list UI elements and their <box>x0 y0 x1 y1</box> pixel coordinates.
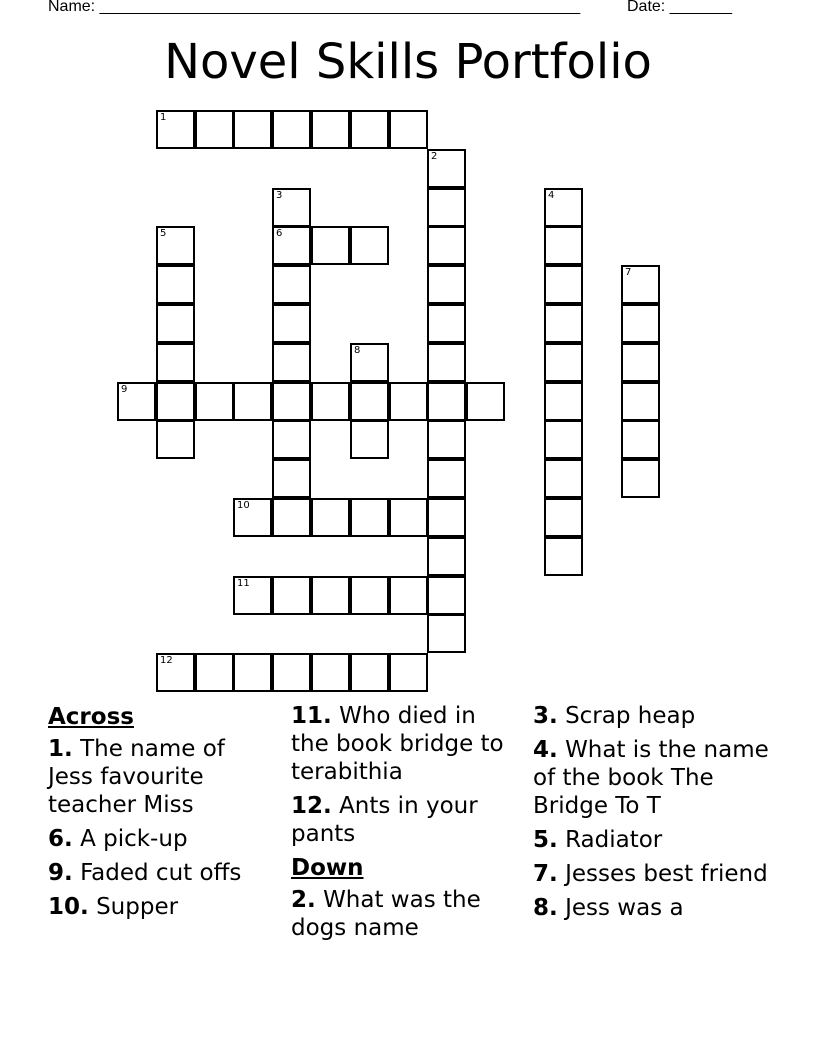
clue-text: Jess was a <box>565 895 684 921</box>
grid-cell[interactable] <box>427 537 466 576</box>
grid-cell[interactable] <box>195 653 234 692</box>
across-heading: Across <box>48 704 134 730</box>
grid-cell[interactable] <box>350 653 389 692</box>
clue-across-12 <box>291 792 519 848</box>
grid-cell[interactable] <box>427 420 466 459</box>
clue-text: Ants in your pants <box>291 793 478 847</box>
clue-number: 8. <box>533 895 558 921</box>
grid-cell[interactable] <box>350 226 389 265</box>
page-title: Novel Skills Portfolio <box>164 34 652 90</box>
grid-cell[interactable] <box>195 382 234 421</box>
grid-cell[interactable] <box>389 110 428 149</box>
clue-number: 4. <box>533 737 558 763</box>
grid-cell[interactable] <box>544 265 583 304</box>
cell-number: 8 <box>354 345 361 356</box>
grid-cell[interactable] <box>544 343 583 382</box>
grid-cell[interactable] <box>233 382 272 421</box>
grid-cell[interactable] <box>272 304 311 343</box>
clue-text: Jesses best friend <box>565 861 768 887</box>
grid-cell[interactable] <box>156 382 195 421</box>
grid-cell[interactable] <box>156 265 195 304</box>
grid-cell[interactable] <box>389 498 428 537</box>
clue-text: Radiator <box>565 827 663 853</box>
clues-column-3 <box>533 702 783 928</box>
grid-cell[interactable] <box>427 188 466 227</box>
grid-cell[interactable] <box>544 188 583 227</box>
cell-number: 5 <box>160 228 167 239</box>
grid-cell[interactable] <box>272 420 311 459</box>
cell-number: 6 <box>276 228 283 239</box>
grid-cell[interactable] <box>427 614 466 653</box>
clue-down-3 <box>533 702 783 730</box>
grid-cell[interactable] <box>233 110 272 149</box>
clue-text: The name of Jess favourite teacher Miss <box>48 736 225 818</box>
clues-column-2 <box>291 702 519 948</box>
grid-cell[interactable] <box>272 576 311 615</box>
grid-cell[interactable] <box>544 420 583 459</box>
clue-text: A pick-up <box>80 826 188 852</box>
clue-across-6 <box>48 825 276 853</box>
clue-text: What was the dogs name <box>291 887 481 941</box>
grid-cell[interactable] <box>427 459 466 498</box>
grid-cell[interactable] <box>311 576 350 615</box>
clues-column-1 <box>48 702 276 927</box>
name-field-label: Name: ______________________________________________________ <box>48 0 581 15</box>
grid-cell[interactable] <box>272 343 311 382</box>
grid-cell[interactable] <box>389 653 428 692</box>
grid-cell[interactable] <box>311 498 350 537</box>
cell-number: 12 <box>160 655 173 666</box>
cell-number: 10 <box>237 500 250 511</box>
grid-cell[interactable] <box>427 265 466 304</box>
grid-cell[interactable] <box>156 420 195 459</box>
clue-text: What is the name of the book The Bridge To T <box>533 737 769 819</box>
clue-number: 5. <box>533 827 558 853</box>
grid-cell[interactable] <box>427 382 466 421</box>
clue-number: 7. <box>533 861 558 887</box>
cell-number: 2 <box>431 151 438 162</box>
grid-cell[interactable] <box>272 226 311 265</box>
cell-number: 11 <box>237 578 250 589</box>
grid-cell[interactable] <box>621 343 660 382</box>
grid-cell[interactable] <box>544 304 583 343</box>
clue-across-9 <box>48 859 276 887</box>
grid-cell[interactable] <box>544 498 583 537</box>
grid-cell[interactable] <box>156 653 195 692</box>
grid-cell[interactable] <box>311 226 350 265</box>
grid-cell[interactable] <box>350 343 389 382</box>
grid-cell[interactable] <box>544 382 583 421</box>
grid-cell[interactable] <box>544 459 583 498</box>
grid-cell[interactable] <box>156 226 195 265</box>
clue-text: Scrap heap <box>565 703 696 729</box>
grid-cell[interactable] <box>195 110 234 149</box>
clue-number: 3. <box>533 703 558 729</box>
grid-cell[interactable] <box>350 420 389 459</box>
grid-cell[interactable] <box>117 382 156 421</box>
grid-cell[interactable] <box>427 304 466 343</box>
grid-cell[interactable] <box>350 110 389 149</box>
grid-cell[interactable] <box>621 420 660 459</box>
grid-cell[interactable] <box>389 576 428 615</box>
grid-cell[interactable] <box>427 498 466 537</box>
clue-text: Who died in the book bridge to terabithia <box>291 703 504 785</box>
clue-across-1 <box>48 735 276 819</box>
clue-number: 1. <box>48 736 73 762</box>
clue-down-8 <box>533 894 783 922</box>
grid-cell[interactable] <box>272 265 311 304</box>
clue-number: 11. <box>291 703 332 729</box>
grid-cell[interactable] <box>156 343 195 382</box>
grid-cell[interactable] <box>233 576 272 615</box>
grid-cell[interactable] <box>311 382 350 421</box>
down-heading: Down <box>291 855 364 881</box>
cell-number: 4 <box>548 190 555 201</box>
grid-cell[interactable] <box>427 149 466 188</box>
clue-across-10 <box>48 893 276 921</box>
grid-cell[interactable] <box>156 304 195 343</box>
grid-cell[interactable] <box>466 382 505 421</box>
grid-cell[interactable] <box>544 226 583 265</box>
cell-number: 3 <box>276 190 283 201</box>
grid-cell[interactable] <box>427 343 466 382</box>
grid-cell[interactable] <box>272 110 311 149</box>
clue-number: 10. <box>48 894 89 920</box>
grid-cell[interactable] <box>272 382 311 421</box>
grid-cell[interactable] <box>350 576 389 615</box>
grid-cell[interactable] <box>272 188 311 227</box>
grid-cell[interactable] <box>427 226 466 265</box>
cell-number: 9 <box>121 384 128 395</box>
cell-number: 1 <box>160 112 167 123</box>
clue-text: Faded cut offs <box>80 860 242 886</box>
grid-cell[interactable] <box>621 459 660 498</box>
grid-cell[interactable] <box>311 110 350 149</box>
grid-cell[interactable] <box>233 653 272 692</box>
clue-down-7 <box>533 860 783 888</box>
clue-number: 6. <box>48 826 73 852</box>
grid-cell[interactable] <box>272 653 311 692</box>
grid-cell[interactable] <box>272 498 311 537</box>
grid-cell[interactable] <box>621 265 660 304</box>
grid-cell[interactable] <box>156 110 195 149</box>
clue-number: 12. <box>291 793 332 819</box>
grid-cell[interactable] <box>621 382 660 421</box>
grid-cell[interactable] <box>350 498 389 537</box>
clue-number: 2. <box>291 887 316 913</box>
date-field-label: Date: _______ <box>627 0 732 15</box>
clue-across-11 <box>291 702 519 786</box>
clue-number: 9. <box>48 860 73 886</box>
grid-cell[interactable] <box>350 382 389 421</box>
grid-cell[interactable] <box>272 459 311 498</box>
grid-cell[interactable] <box>621 304 660 343</box>
grid-cell[interactable] <box>544 537 583 576</box>
clue-down-5 <box>533 826 783 854</box>
clue-down-4 <box>533 736 783 820</box>
grid-cell[interactable] <box>427 576 466 615</box>
cell-number: 7 <box>625 267 632 278</box>
clue-text: Supper <box>96 894 179 920</box>
clue-down-2 <box>291 886 519 942</box>
grid-cell[interactable] <box>233 498 272 537</box>
grid-cell[interactable] <box>389 382 428 421</box>
grid-cell[interactable] <box>311 653 350 692</box>
